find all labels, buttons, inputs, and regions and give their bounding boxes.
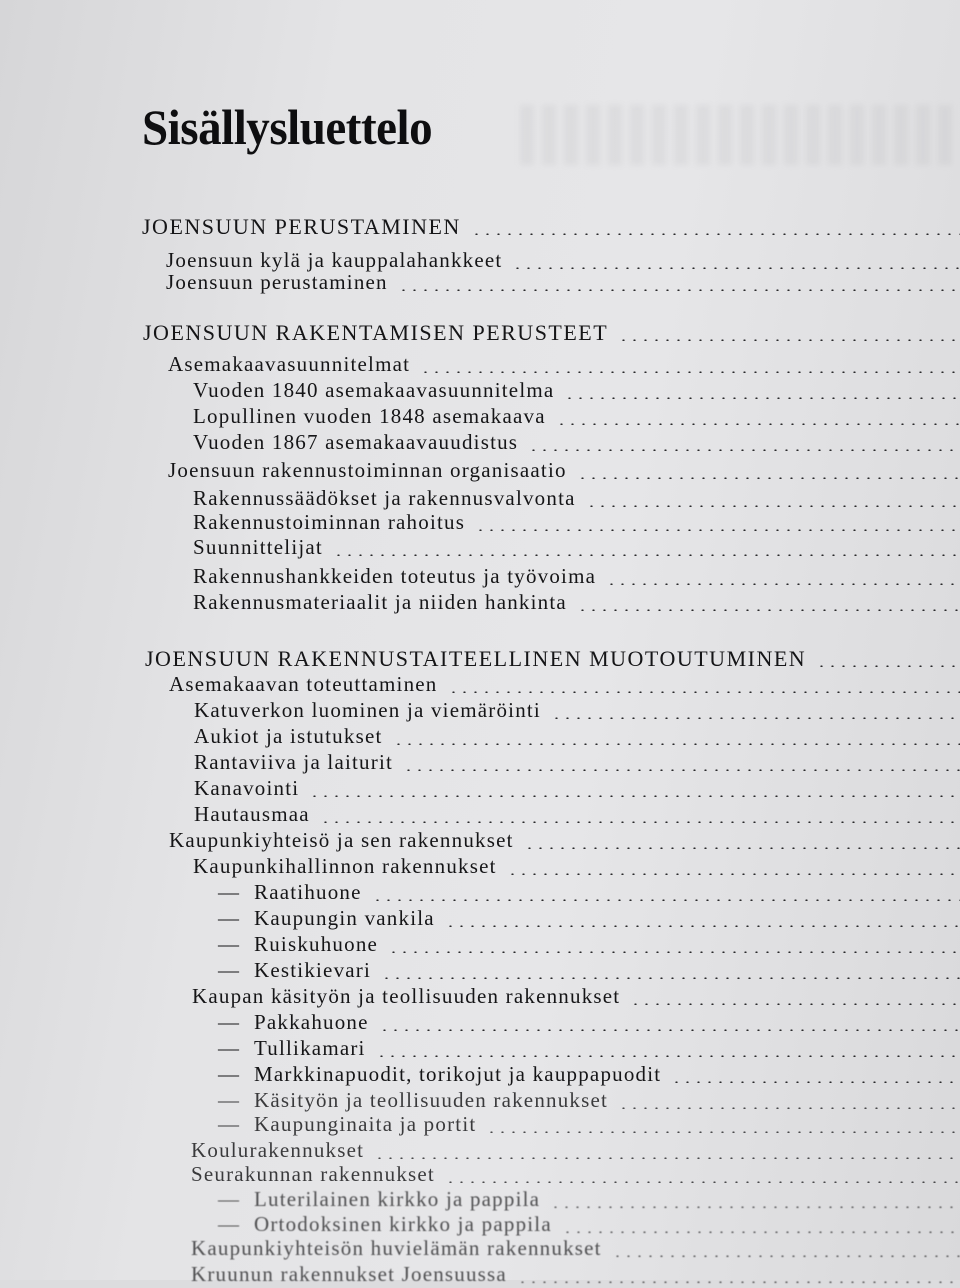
toc-entry-label: Luterilainen kirkko ja pappila <box>254 1187 540 1212</box>
toc-entry-label: Koulurakennukset <box>191 1138 364 1163</box>
toc-entry-label: Suunnittelijat <box>193 535 323 560</box>
em-dash: — <box>218 932 254 957</box>
dot-leader <box>564 397 960 399</box>
toc-entry <box>0 352 960 378</box>
toc-entry-label: Kaupungin vankila <box>254 906 435 931</box>
toc-entry-label: Kaupunginaita ja portit <box>254 1112 476 1137</box>
toc-entry-label: Rakennustoiminnan rahoitus <box>193 510 465 535</box>
toc-entry <box>0 828 960 854</box>
toc-section-heading <box>0 214 960 240</box>
toc-entry-label: Tullikamari <box>254 1036 366 1061</box>
dot-leader <box>512 267 960 269</box>
dot-leader <box>309 795 960 797</box>
em-dash: — <box>218 958 254 983</box>
toc-entry <box>0 932 960 958</box>
toc-heading-label: JOENSUUN PERUSTAMINEN <box>142 214 461 240</box>
em-dash: — <box>218 1036 254 1061</box>
dot-leader <box>374 1157 960 1159</box>
dot-leader <box>671 1081 960 1083</box>
toc-entry <box>0 880 960 906</box>
dot-leader <box>630 1003 960 1005</box>
em-dash: — <box>218 1112 254 1137</box>
dot-leader <box>606 583 960 585</box>
toc-entry-label: Kanavointi <box>194 776 299 801</box>
toc-entry-label: Rakennushankkeiden toteutus ja työvoima <box>193 564 596 589</box>
toc-entry-label: Hautausmaa <box>194 802 310 827</box>
dot-leader <box>524 847 960 849</box>
toc-entry <box>0 1212 960 1238</box>
toc-entry <box>0 776 960 802</box>
toc-entry <box>0 984 960 1010</box>
toc-section-heading <box>0 320 960 346</box>
dot-leader <box>372 899 960 901</box>
toc-entry <box>0 1010 960 1036</box>
em-dash: — <box>218 1062 254 1087</box>
toc-entry-label: Kruunun rakennukset Joensuussa <box>191 1262 507 1287</box>
dot-leader <box>507 873 960 875</box>
toc-entry-label: Joensuun perustaminen <box>166 270 388 295</box>
toc-entry <box>0 724 960 750</box>
em-dash: — <box>218 1212 254 1237</box>
dot-leader <box>577 477 960 479</box>
toc-entry-label: Kaupunkihallinnon rakennukset <box>193 854 497 879</box>
toc-entry <box>0 535 960 561</box>
toc-entry <box>0 486 960 512</box>
dot-leader <box>562 1231 960 1233</box>
toc-entry-label: Raatihuone <box>254 880 362 905</box>
toc-entry <box>0 1088 960 1114</box>
dot-leader <box>475 529 960 531</box>
toc-heading-label: JOENSUUN RAKENTAMISEN PERUSTEET <box>143 320 608 346</box>
dot-leader <box>333 554 960 556</box>
toc-entry-label: Pakkahuone <box>254 1010 369 1035</box>
dot-leader <box>471 233 960 235</box>
dot-leader <box>320 821 960 823</box>
dot-leader <box>379 1029 960 1031</box>
toc-heading-label: JOENSUUN RAKENNUSTAITEELLINEN MUOTOUTUMINEN <box>145 646 806 672</box>
toc-entry-label: Lopullinen vuoden 1848 asemakaava <box>193 404 546 429</box>
toc-entry <box>0 1187 960 1213</box>
dot-leader <box>612 1255 960 1257</box>
toc-entry <box>0 1236 960 1262</box>
dot-leader <box>381 977 960 979</box>
toc-entry <box>0 1036 960 1062</box>
dot-leader <box>388 951 960 953</box>
toc-entry <box>0 590 960 616</box>
toc-section-heading <box>0 646 960 672</box>
toc-entry <box>0 510 960 536</box>
dot-leader <box>448 691 960 693</box>
dot-leader <box>376 1055 960 1057</box>
dot-leader <box>816 665 960 667</box>
toc-entry-label: Joensuun kylä ja kauppalahankkeet <box>166 248 502 273</box>
page-title: Sisällysluettelo <box>142 98 432 156</box>
toc-entry-label: Ruiskuhuone <box>254 932 378 957</box>
toc-entry <box>0 672 960 698</box>
toc-entry <box>0 854 960 880</box>
dot-leader <box>445 1181 960 1183</box>
dot-leader <box>398 289 960 291</box>
toc-entry-label: Vuoden 1840 asemakaavasuunnitelma <box>193 378 554 403</box>
toc-entry <box>0 750 960 776</box>
dot-leader <box>486 1131 960 1133</box>
em-dash: — <box>218 906 254 931</box>
dot-leader <box>586 505 960 507</box>
toc-entry <box>0 906 960 932</box>
toc-entry <box>0 430 960 456</box>
toc-entry-label: Vuoden 1867 asemakaavauudistus <box>193 430 518 455</box>
toc-entry <box>0 1112 960 1138</box>
toc-entry-label: Aukiot ja istutukset <box>194 724 383 749</box>
toc-entry-label: Käsityön ja teollisuuden rakennukset <box>254 1088 608 1113</box>
dot-leader <box>393 743 960 745</box>
toc-entry <box>0 404 960 430</box>
em-dash: — <box>218 1010 254 1035</box>
toc-entry-label: Markkinapuodit, torikojut ja kauppapuodit <box>254 1062 661 1087</box>
toc-entry-label: Ortodoksinen kirkko ja pappila <box>254 1212 552 1237</box>
toc-entry-label: Rakennusmateriaalit ja niiden hankinta <box>193 590 567 615</box>
toc-entry-label: Kaupunkiyhteisön huvielämän rakennukset <box>191 1236 602 1261</box>
toc-entry <box>0 378 960 404</box>
toc-entry <box>0 1162 960 1188</box>
dot-leader <box>420 371 960 373</box>
dot-leader <box>577 609 960 611</box>
toc-entry-label: Asemakaavan toteuttaminen <box>169 672 438 697</box>
em-dash: — <box>218 1187 254 1212</box>
toc-entry-label: Kaupan käsityön ja teollisuuden rakennukset <box>192 984 620 1009</box>
toc-entry <box>0 1062 960 1088</box>
toc-entry <box>0 458 960 484</box>
toc-entry <box>0 1138 960 1164</box>
toc-entry <box>0 564 960 590</box>
dot-leader <box>403 769 960 771</box>
toc-entry <box>0 958 960 984</box>
dot-leader <box>550 1206 960 1208</box>
toc-entry-label: Rantaviiva ja laiturit <box>194 750 393 775</box>
em-dash: — <box>218 880 254 905</box>
dot-leader <box>517 1281 960 1283</box>
dot-leader <box>445 925 960 927</box>
dot-leader <box>618 339 960 341</box>
toc-entry <box>0 1262 960 1288</box>
dot-leader <box>528 449 960 451</box>
toc-entry-label: Kestikievari <box>254 958 371 983</box>
toc-entry <box>0 802 960 828</box>
toc-entry-label: Kaupunkiyhteisö ja sen rakennukset <box>169 828 514 853</box>
em-dash: — <box>218 1088 254 1113</box>
toc-entry-label: Rakennussäädökset ja rakennusvalvonta <box>193 486 576 511</box>
dot-leader <box>556 423 960 425</box>
dot-leader <box>618 1107 960 1109</box>
toc-entry-label: Joensuun rakennustoiminnan organisaatio <box>168 458 567 483</box>
toc-entry <box>0 270 960 296</box>
toc-entry-label: Katuverkon luominen ja viemäröinti <box>194 698 541 723</box>
toc-entry-label: Seurakunnan rakennukset <box>191 1162 435 1187</box>
dot-leader <box>551 717 960 719</box>
toc-entry-label: Asemakaavasuunnitelmat <box>168 352 410 377</box>
toc-entry <box>0 698 960 724</box>
